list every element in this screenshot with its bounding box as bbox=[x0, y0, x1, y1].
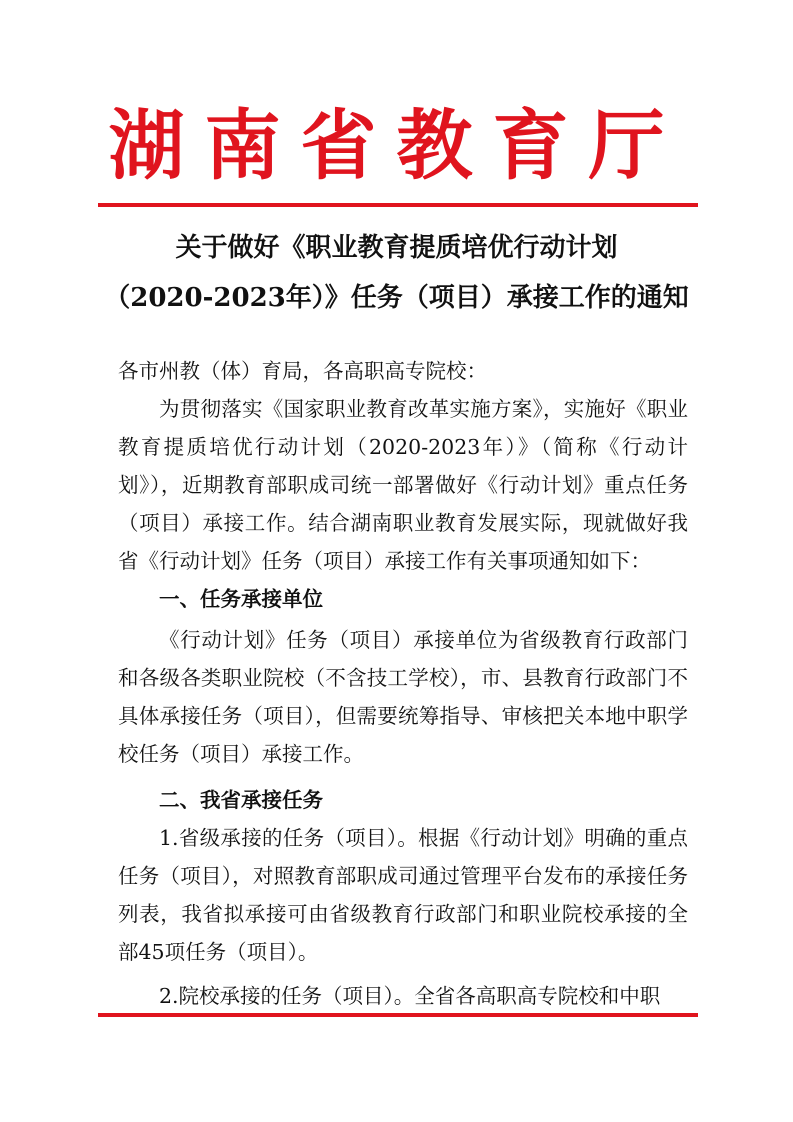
salutation: 各市州教（体）育局，各高职高专院校： bbox=[118, 359, 487, 383]
section-1-heading: 一、任务承接单位 bbox=[159, 587, 323, 611]
header-red-rule bbox=[98, 203, 698, 207]
footer-red-rule bbox=[98, 1013, 698, 1017]
document-body bbox=[118, 352, 688, 1015]
section-2-heading: 二、我省承接任务 bbox=[159, 788, 323, 812]
intro-paragraph: 为贯彻落实《国家职业教育改革实施方案》，实施好《职业教育提质培优行动计划（2020-2023年）》（简称《行动计划》），近期教育部职成司统一部署做好《行动计划》重点任务（项目）承接工作。结合湖南职业教育发展实际，现就做好我省《行动计划》任务（项目）承接工作有关事项通知如下： bbox=[118, 397, 688, 573]
section-2-item-2: 2.院校承接的任务（项目）。全省各高职高专院校和中职 bbox=[159, 984, 661, 1008]
document-title-line-2: （2020-2023年）》任务（项目）承接工作的通知 bbox=[104, 283, 689, 313]
section-1-paragraph: 《行动计划》任务（项目）承接单位为省级教育行政部门和各级各类职业院校（不含技工学校），市、县教育行政部门不具体承接任务（项目），但需要统筹指导、审核把关本地中职学校任务（项目）承接工作。 bbox=[118, 628, 688, 766]
section-2-item-1: 1.省级承接的任务（项目）。根据《行动计划》明确的重点任务（项目），对照教育部职成司通过管理平台发布的承接任务列表，我省拟承接可由省级教育行政部门和职业院校承接的全部45项任务（项目）。 bbox=[118, 826, 688, 964]
issuing-authority-header: 湖南省教育厅 bbox=[108, 101, 685, 190]
document-title-line-1: 关于做好《职业教育提质培优行动计划 bbox=[175, 233, 618, 263]
